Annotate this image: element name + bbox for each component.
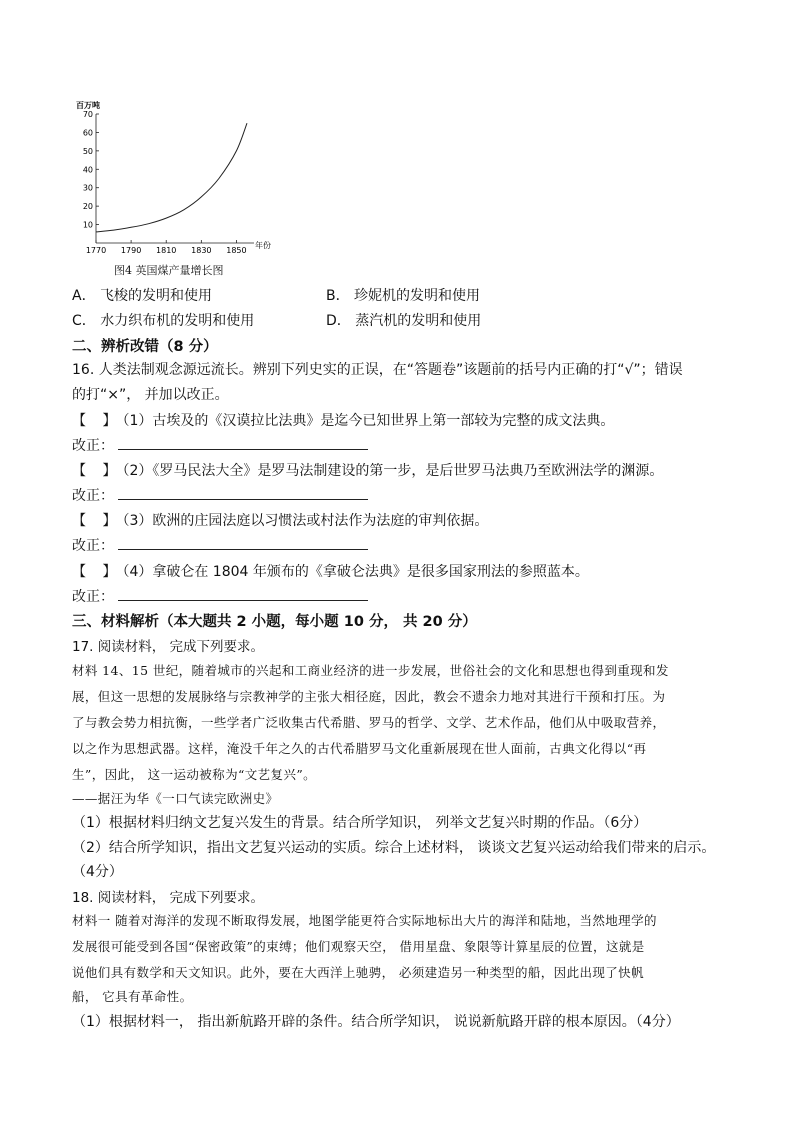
q16-fix-3: 改正： xyxy=(72,535,368,555)
q17-material-line: 以之作为思想武器。这样，淹没千年之久的古代希腊罗马文化重新展现在世人面前，古典文化得以“再 xyxy=(72,741,647,756)
q16-fix-4: 改正： xyxy=(72,586,368,606)
y-tick-label: 10 xyxy=(82,220,93,230)
q18-material-line: 发展很可能受到各国“保密政策”的束缚；他们观察天空， 借用星盘、象限等计算星辰的位置，这就是 xyxy=(72,939,645,954)
q16-fix-1: 改正： xyxy=(72,435,368,455)
y-tick-label: 40 xyxy=(82,165,93,175)
y-tick-label: 50 xyxy=(82,146,93,156)
fix-blank-4[interactable] xyxy=(118,588,368,601)
x-axis-label: 年份 xyxy=(255,241,271,250)
q16-item-4: 【 】（4）拿破仑在 1804 年颁布的《拿破仑法典》是很多国家刑法的参照蓝本。 xyxy=(72,564,589,580)
option-b[interactable]: B． 珍妮机的发明和使用 xyxy=(326,288,481,304)
option-d[interactable]: D． 蒸汽机的发明和使用 xyxy=(326,313,482,329)
x-ticks xyxy=(86,240,247,255)
q18-material-line: 船， 它具有革命性。 xyxy=(72,989,193,1004)
q17-requirement-2-score: （4分） xyxy=(72,864,123,880)
q16-item-3: 【 】（3）欧洲的庄园法庭以习惯法或村法作为法庭的审判依据。 xyxy=(72,513,489,529)
coal-output-curve xyxy=(96,123,247,232)
q18-material-line: 材料一 随着对海洋的发现不断取得发展，地图学能更符合实际地标出大片的海洋和陆地，当然地理学的 xyxy=(72,913,657,928)
answer-bracket[interactable]: 【 】 xyxy=(72,413,123,429)
answer-bracket[interactable]: 【 】 xyxy=(72,463,123,479)
x-tick-label: 1850 xyxy=(226,246,247,255)
q17-material-line: 了与教会势力相抗衡，一些学者广泛收集古代希腊、罗马的哲学、文学、艺术作品，他们从中吸取营养， xyxy=(72,715,666,730)
q16-stem-line1: 16. 人类法制观念源远流长。辨别下列史实的正误，在“答题卷”该题前的括号内正确的打“√”；错误 xyxy=(72,362,683,378)
x-tick-label: 1810 xyxy=(156,246,177,255)
y-axis-label: 百万吨 xyxy=(76,101,100,110)
y-tick-label: 60 xyxy=(82,128,93,138)
section2-title: 二、辨析改错（8 分） xyxy=(72,339,218,355)
q17-requirement-1: （1）根据材料归纳文艺复兴发生的背景。结合所学知识， 列举文艺复兴时期的作品。（6分） xyxy=(72,815,648,831)
q17-requirement-2: （2）结合所学知识，指出文艺复兴运动的实质。综合上述材料， 谈谈文艺复兴运动给我们带来的启示。 xyxy=(72,840,716,856)
coal-output-chart xyxy=(72,98,282,258)
q17-material-line: 展，但这一思想的发展脉络与宗教神学的主张大相径庭，因此，教会不遗余力地对其进行干预和打压。为 xyxy=(72,689,666,704)
section3-title: 三、材料解析（本大题共 2 小题，每小题 10 分， 共 20 分） xyxy=(72,614,477,630)
option-c[interactable]: C． 水力织布机的发明和使用 xyxy=(72,313,255,329)
q17-material-line: 生”，因此， 这一运动被称为“文艺复兴”。 xyxy=(72,767,317,782)
q18-head: 18. 阅读材料， 完成下列要求。 xyxy=(72,890,265,906)
q18-requirement-1: （1）根据材料一， 指出新航路开辟的条件。结合所学知识， 说说新航路开辟的根本原因。（4分） xyxy=(72,1014,680,1030)
fix-blank-2[interactable] xyxy=(118,487,368,500)
q16-item-1: 【 】（1）古埃及的《汉谟拉比法典》是迄今已知世界上第一部较为完整的成文法典。 xyxy=(72,413,615,429)
y-tick-label: 20 xyxy=(82,202,93,212)
q18-material-line: 说他们具有数学和天文知识。此外，要在大西洋上驰骋， 必须建造另一种类型的船，因此出现了快帆 xyxy=(72,965,644,980)
q17-source: ——据汪为华《一口气读完欧洲史》 xyxy=(72,791,279,806)
y-ticks xyxy=(83,110,99,230)
y-tick-label: 30 xyxy=(82,183,93,193)
q16-fix-2: 改正： xyxy=(72,485,368,505)
q17-head: 17. 阅读材料， 完成下列要求。 xyxy=(72,639,265,655)
q17-material-line: 材料 14、15 世纪，随着城市的兴起和工商业经济的进一步发展，世俗社会的文化和思想也得到重现和发 xyxy=(72,663,669,678)
q16-item-2: 【 】（2）《罗马民法大全》是罗马法制建设的第一步，是后世罗马法典乃至欧洲法学的渊源。 xyxy=(72,463,664,479)
q16-stem-line2: 的打“×”， 并加以改正。 xyxy=(72,387,229,403)
option-a[interactable]: A． 飞梭的发明和使用 xyxy=(72,288,213,304)
answer-bracket[interactable]: 【 】 xyxy=(72,513,123,529)
x-tick-label: 1830 xyxy=(191,246,212,255)
y-tick-label: 70 xyxy=(82,110,93,119)
answer-bracket[interactable]: 【 】 xyxy=(72,564,123,580)
chart-caption: 图4 英国煤产量增长图 xyxy=(114,264,224,277)
x-tick-label: 1790 xyxy=(120,246,142,255)
fix-blank-1[interactable] xyxy=(118,437,368,450)
fix-blank-3[interactable] xyxy=(118,537,368,550)
x-tick-label: 1770 xyxy=(85,246,107,255)
